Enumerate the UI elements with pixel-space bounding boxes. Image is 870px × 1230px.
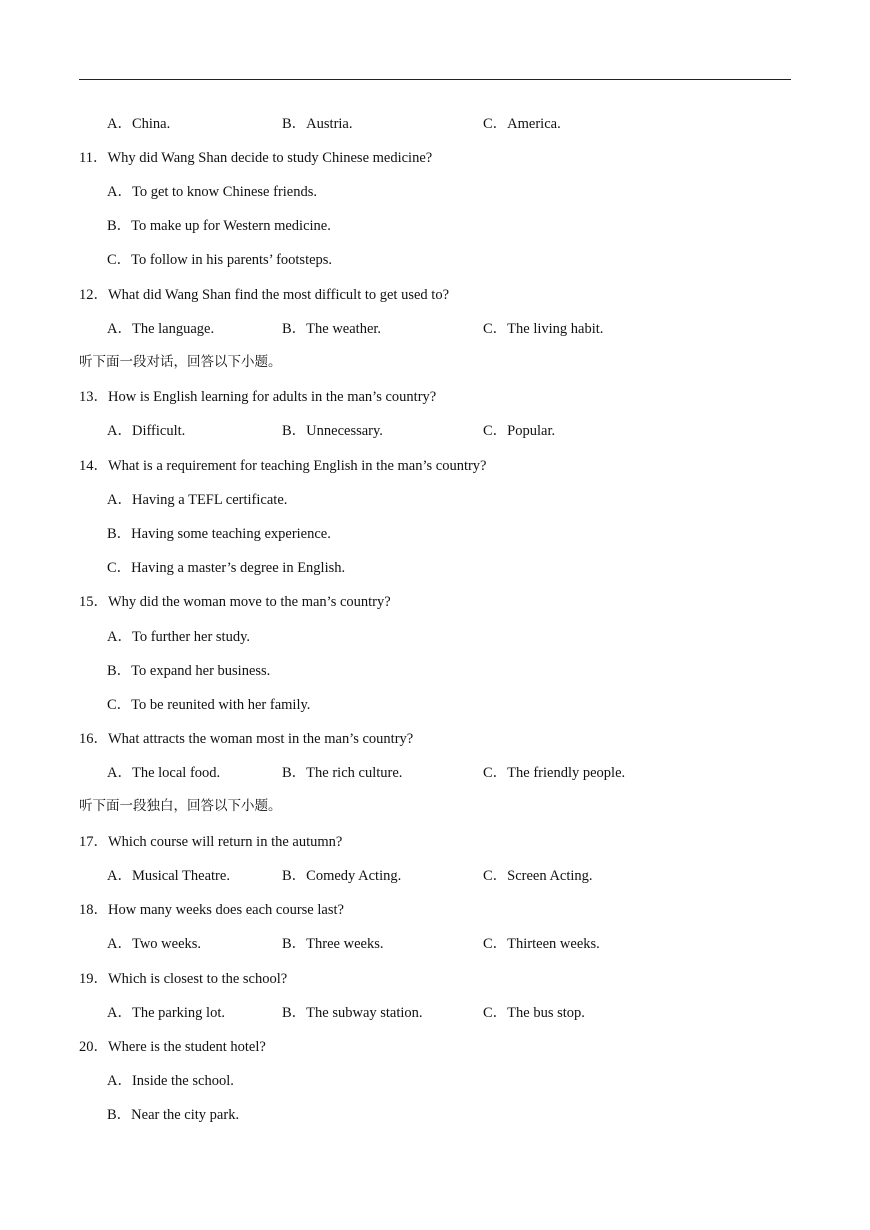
question-18: 18．How many weeks does each course last?	[79, 902, 344, 918]
option-a: A．To further her study.	[107, 629, 251, 645]
option-a: A．Difficult.	[107, 423, 186, 439]
option-a: A．Having a TEFL certificate.	[107, 492, 288, 508]
header-rule	[79, 79, 791, 80]
option-a: A．Musical Theatre.	[107, 868, 230, 884]
question-16: 16．What attracts the woman most in the man’s country?	[79, 731, 414, 747]
option-c: C．Thirteen weeks.	[483, 936, 600, 952]
option-b: B．Austria.	[282, 116, 353, 132]
option-c: C．Popular.	[483, 423, 556, 439]
option-a: A．Inside the school.	[107, 1073, 234, 1089]
option-c: C．The living habit.	[483, 321, 604, 337]
option-b: B．Having some teaching experience.	[107, 526, 331, 542]
question-20: 20．Where is the student hotel?	[79, 1039, 266, 1055]
option-a: A．The parking lot.	[107, 1005, 225, 1021]
question-19: 19．Which is closest to the school?	[79, 971, 288, 987]
option-b: B．Unnecessary.	[282, 423, 383, 439]
option-c: C．To follow in his parents’ footsteps.	[107, 252, 333, 268]
question-17: 17．Which course will return in the autumn?	[79, 834, 343, 850]
option-a: A．The language.	[107, 321, 215, 337]
question-11: 11．Why did Wang Shan decide to study Chinese medicine?	[79, 150, 433, 166]
section-heading-dialogue: 听下面一段对话，回答以下小题。	[79, 354, 282, 370]
option-b: B．Near the city park.	[107, 1107, 240, 1123]
option-a: A．China.	[107, 116, 171, 132]
option-b: B．The rich culture.	[282, 765, 403, 781]
question-13: 13．How is English learning for adults in the man’s country?	[79, 389, 437, 405]
option-c: C．Having a master’s degree in English.	[107, 560, 346, 576]
option-b: B．To expand her business.	[107, 663, 271, 679]
option-c: C．The bus stop.	[483, 1005, 585, 1021]
option-b: B．The weather.	[282, 321, 382, 337]
option-c: C．To be reunited with her family.	[107, 697, 311, 713]
option-c: C．Screen Acting.	[483, 868, 593, 884]
option-c: C．America.	[483, 116, 561, 132]
option-a: A．To get to know Chinese friends.	[107, 184, 318, 200]
question-15: 15．Why did the woman move to the man’s country?	[79, 594, 391, 610]
question-14: 14．What is a requirement for teaching English in the man’s country?	[79, 458, 487, 474]
option-a: A．The local food.	[107, 765, 221, 781]
option-b: B．Three weeks.	[282, 936, 384, 952]
option-b: B．To make up for Western medicine.	[107, 218, 331, 234]
option-c: C．The friendly people.	[483, 765, 626, 781]
option-b: B．Comedy Acting.	[282, 868, 402, 884]
option-a: A．Two weeks.	[107, 936, 202, 952]
option-b: B．The subway station.	[282, 1005, 423, 1021]
question-12: 12．What did Wang Shan find the most difficult to get used to?	[79, 287, 450, 303]
section-heading-monologue: 听下面一段独白，回答以下小题。	[79, 798, 282, 814]
